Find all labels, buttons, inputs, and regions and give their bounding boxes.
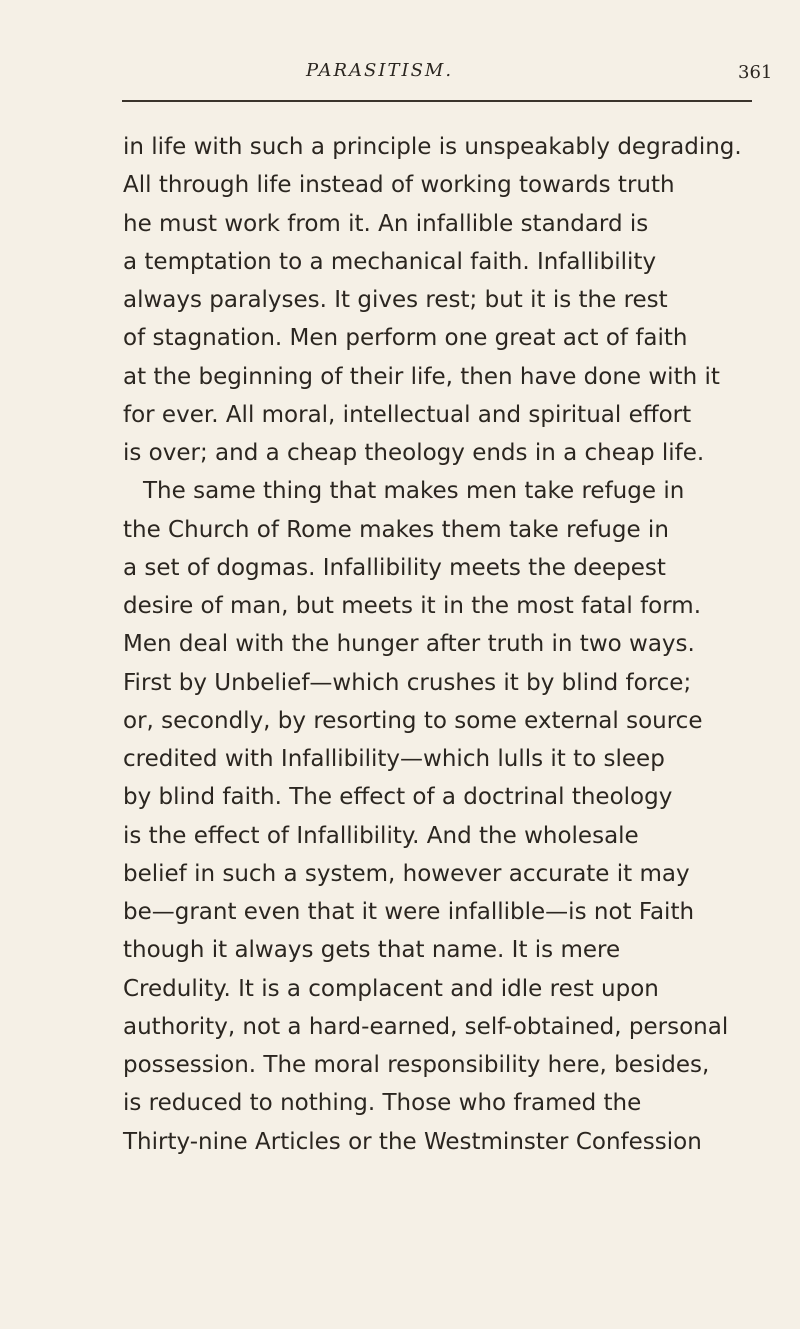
text-line: at the beginning of their life, then have done with it (123, 363, 720, 390)
text-line paragraph-start: The same thing that makes men take refuge in (143, 478, 685, 505)
page-number: 361 (738, 62, 773, 83)
text-line: possession. The moral responsibility here, besides, (123, 1052, 710, 1078)
text-line: is over; and a cheap theology ends in a cheap life. (123, 440, 705, 466)
text-line: authority, not a hard-earned, self-obtained, personal (123, 1013, 729, 1040)
running-head (0, 52, 800, 92)
text-line: by blind faith. The effect of a doctrinal theology (123, 784, 673, 811)
text-line: though it always gets that name. It is mere (123, 937, 621, 964)
text-line: All through life instead of working towards truth (123, 172, 675, 199)
text-line: First by Unbelief—which crushes it by blind force; (123, 669, 692, 696)
text-line: a temptation to a mechanical faith. Infallibility (123, 248, 657, 275)
text-line: always paralyses. It gives rest; but it is the rest (123, 287, 668, 313)
body-text (123, 128, 763, 1161)
text-line: belief in such a system, however accurate it may (123, 860, 690, 887)
text-line: in life with such a principle is unspeakably degrading. (123, 134, 742, 160)
header-rule (122, 100, 752, 102)
text-line: is reduced to nothing. Those who framed the (123, 1090, 642, 1117)
text-line: be—grant even that it were infallible—is not Faith (123, 899, 695, 925)
text-line: of stagnation. Men perform one great act of faith (123, 325, 688, 352)
text-line: the Church of Rome makes them take refuge in (123, 516, 669, 543)
text-line: he must work from it. An infallible standard is (123, 210, 649, 237)
running-title: PARASITISM. (306, 60, 454, 81)
text-line: or, secondly, by resorting to some external source (123, 707, 703, 734)
text-line: for ever. All moral, intellectual and spiritual effort (123, 401, 692, 428)
text-line: Men deal with the hunger after truth in two ways. (123, 631, 695, 658)
text-line: Thirty-nine Articles or the Westminster Confession (123, 1128, 702, 1155)
text-line: desire of man, but meets it in the most fatal form. (123, 593, 702, 619)
text-line: credited with Infallibility—which lulls it to sleep (123, 746, 665, 772)
text-line: a set of dogmas. Infallibility meets the deepest (123, 554, 666, 581)
text-line: Credulity. It is a complacent and idle rest upon (123, 975, 659, 1002)
text-line: is the effect of Infallibility. And the wholesale (123, 822, 639, 849)
